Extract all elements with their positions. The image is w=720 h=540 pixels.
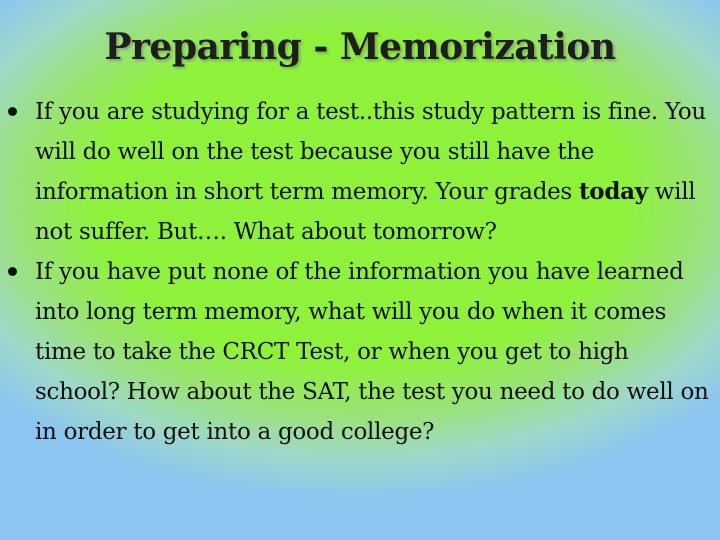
bullet-dot-icon bbox=[8, 107, 17, 116]
bullet-1-text-start: If you are studying for a test..this study pattern is fine. You will do well on the test because you still have the information in short term memory. Your grades bbox=[35, 99, 706, 205]
bullet-list bbox=[8, 92, 714, 452]
bullet-dot-icon bbox=[8, 267, 17, 276]
bullet-1-emphasis: today bbox=[578, 178, 648, 205]
bullet-1-text-end: will not suffer. But…. What about tomorrow? bbox=[35, 179, 696, 245]
slide-title: Preparing - Memorization bbox=[104, 26, 616, 68]
bullet-2-text: If you have put none of the information you have learned into long term memory, what will you do when it comes time to take the CRCT Test, or when you get to high school? How about the SAT, the test you need to do well on in order to get into a good college? bbox=[35, 259, 709, 445]
bullet-item-1 bbox=[8, 92, 714, 252]
bullet-item-2 bbox=[8, 252, 714, 452]
